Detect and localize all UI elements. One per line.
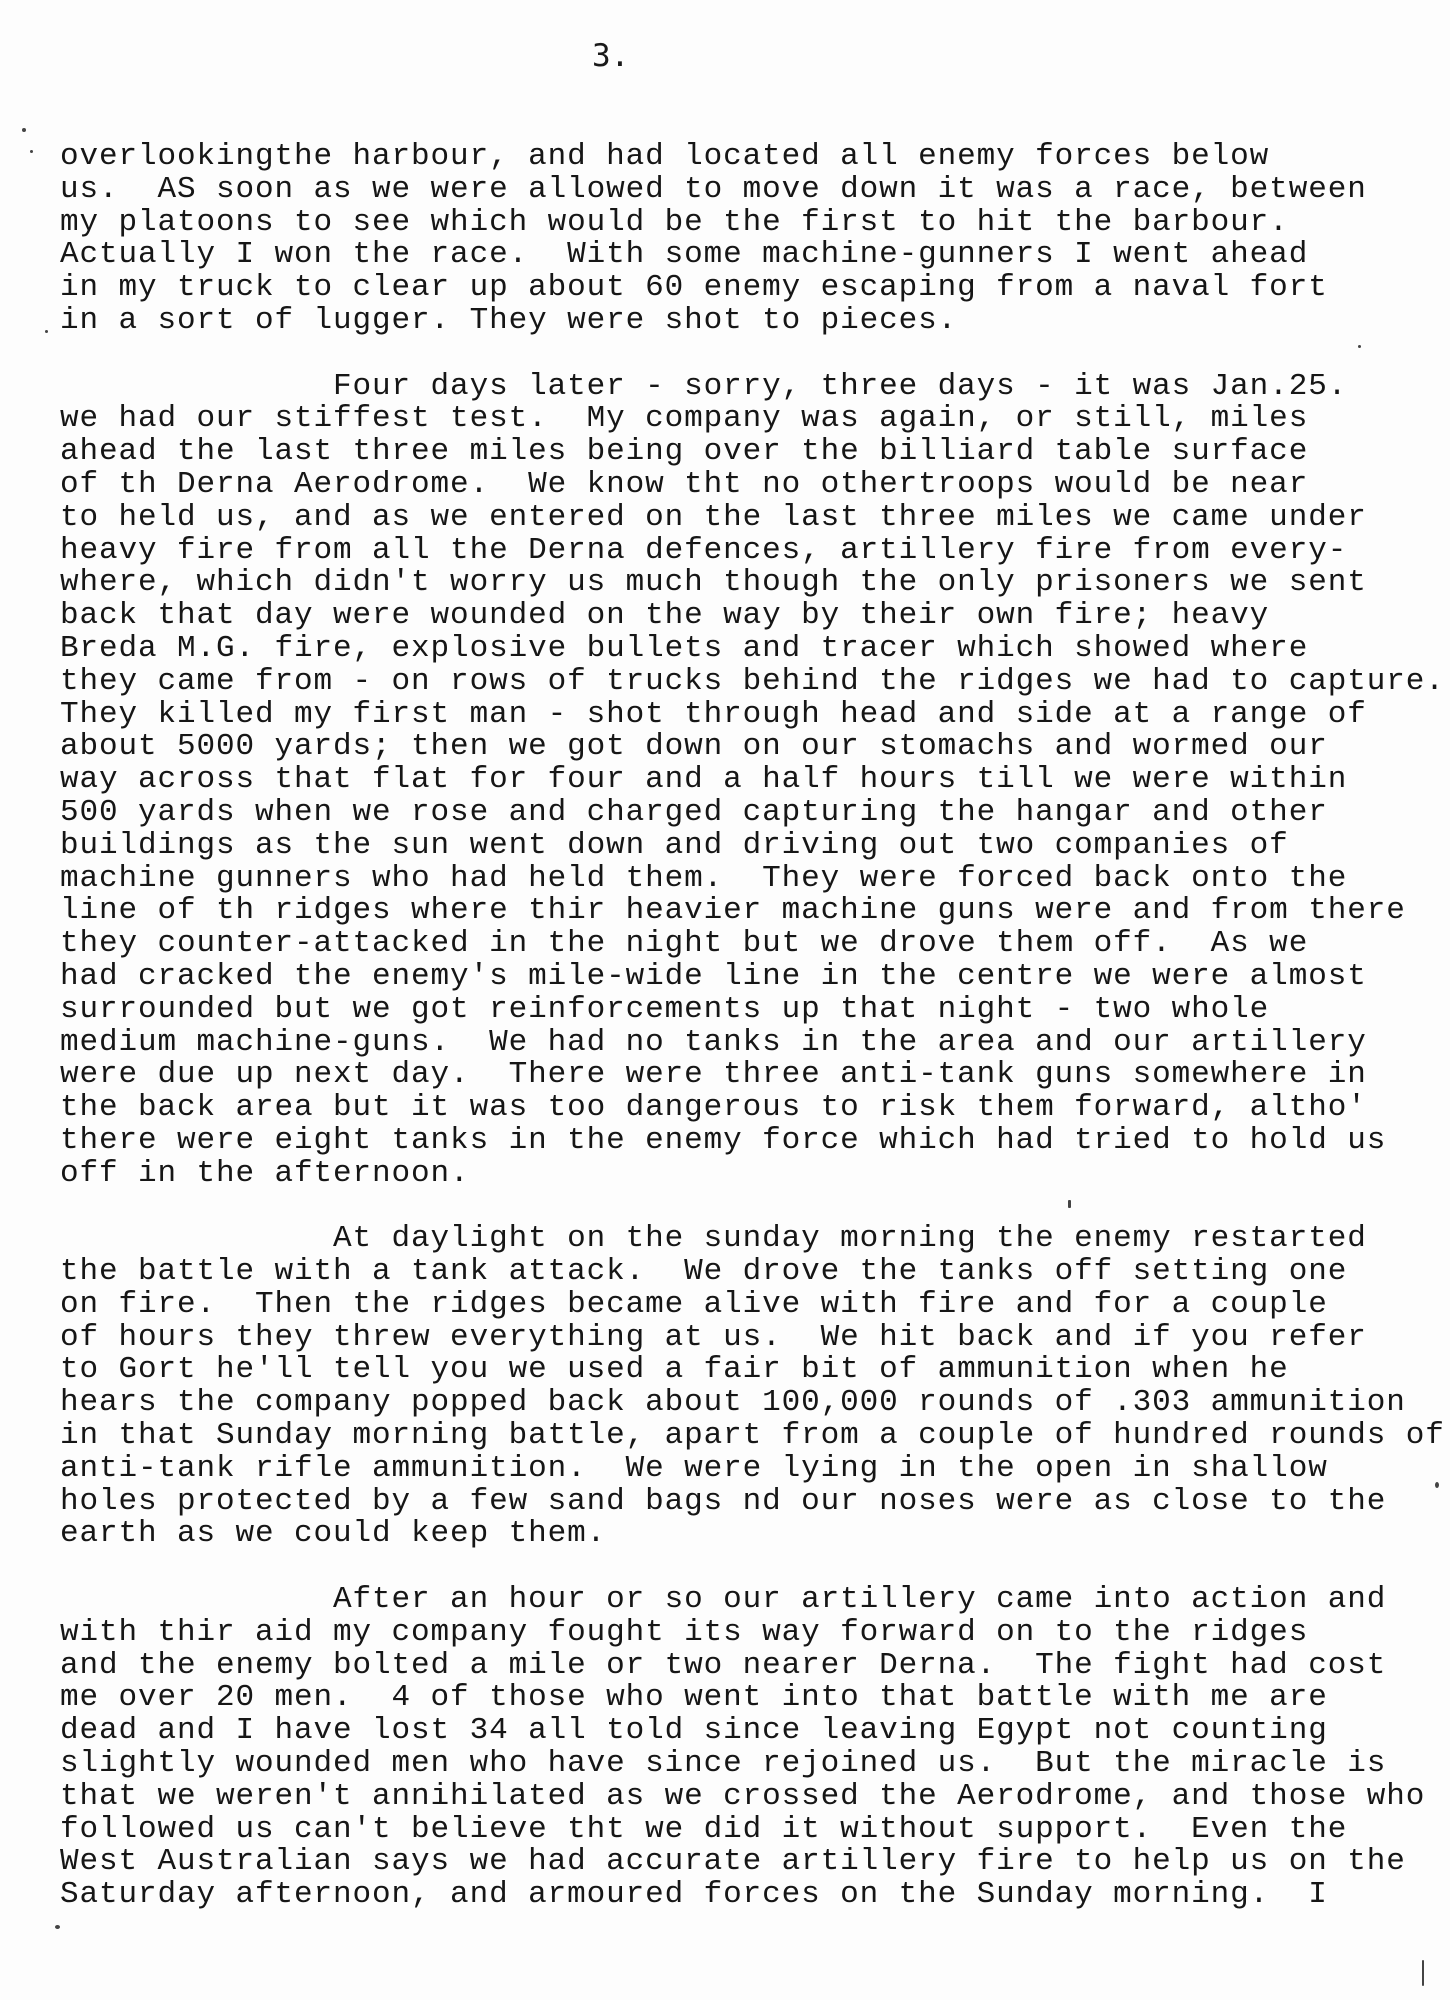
text-line: Four days later - sorry, three days - it was Jan.25. bbox=[60, 368, 1348, 404]
scan-speck bbox=[1422, 1960, 1424, 1986]
scan-speck bbox=[1358, 345, 1361, 348]
text-line: there were eight tanks in the enemy force which had tried to hold us bbox=[60, 1122, 1387, 1158]
text-line: Actually I won the race. With some machine-gunners I went ahead bbox=[60, 237, 1309, 273]
text-line: anti-tank rifle ammunition. We were lying in the open in shallow bbox=[60, 1450, 1328, 1486]
text-line: us. AS soon as we were allowed to move down it was a race, between bbox=[60, 171, 1367, 207]
text-line: followed us can't believe tht we did it without support. Even the bbox=[60, 1811, 1348, 1847]
text-line: Saturday afternoon, and armoured forces on the Sunday morning. I bbox=[60, 1877, 1328, 1913]
text-line: line of th ridges where thir heavier machine guns were and from there bbox=[60, 893, 1406, 929]
text-line: the back area but it was too dangerous to risk them forward, altho' bbox=[60, 1090, 1367, 1126]
text-line: 500 yards when we rose and charged capturing the hangar and other bbox=[60, 794, 1328, 830]
text-line: were due up next day. There were three anti-tank guns somewhere in bbox=[60, 1057, 1367, 1093]
scan-speck bbox=[22, 128, 26, 132]
text-line: surrounded but we got reinforcements up that night - two whole bbox=[60, 991, 1270, 1027]
text-line: earth as we could keep them. bbox=[60, 1516, 607, 1552]
text-line: had cracked the enemy's mile-wide line in the centre we were almost bbox=[60, 958, 1367, 994]
text-line: about 5000 yards; then we got down on our stomachs and wormed our bbox=[60, 729, 1328, 765]
text-line: off in the afternoon. bbox=[60, 1155, 470, 1191]
text-line: hears the company popped back about 100,000 rounds of .303 ammunition bbox=[60, 1385, 1406, 1421]
text-line: of th Derna Aerodrome. We know tht no othertroops would be near bbox=[60, 466, 1309, 502]
paragraph-1 bbox=[60, 141, 1440, 338]
text-line: At daylight on the sunday morning the enemy restarted bbox=[60, 1221, 1367, 1257]
scan-speck bbox=[1068, 1200, 1071, 1208]
paragraph-2 bbox=[60, 368, 1445, 1191]
scan-speck bbox=[45, 330, 48, 333]
text-line: overlookingthe harbour, and had located all enemy forces below bbox=[60, 139, 1270, 174]
text-line: in that Sunday morning battle, apart from a couple of hundred rounds of bbox=[60, 1418, 1445, 1454]
text-line: on fire. Then the ridges became alive with fire and for a couple bbox=[60, 1286, 1328, 1322]
text-line: back that day were wounded on the way by their own fire; heavy bbox=[60, 598, 1270, 634]
text-line: ahead the last three miles being over the billiard table surface bbox=[60, 434, 1309, 470]
text-line: buildings as the sun went down and driving out two companies of bbox=[60, 827, 1289, 863]
text-line: and the enemy bolted a mile or two nearer Derna. The fight had cost bbox=[60, 1647, 1387, 1683]
text-line: After an hour or so our artillery came into action and bbox=[60, 1582, 1387, 1618]
text-line: Breda M.G. fire, explosive bullets and tracer which showed where bbox=[60, 630, 1309, 666]
letter-body bbox=[60, 139, 1445, 1913]
text-line: slightly wounded men who have since rejoined us. But the miracle is bbox=[60, 1746, 1387, 1782]
scan-speck bbox=[30, 150, 33, 153]
text-line: in a sort of lugger. They were shot to pieces. bbox=[60, 302, 958, 338]
scan-speck bbox=[1435, 1482, 1439, 1488]
text-line: where, which didn't worry us much though the only prisoners we sent bbox=[60, 565, 1367, 601]
text-line: to Gort he'll tell you we used a fair bit of ammunition when he bbox=[60, 1352, 1289, 1388]
text-line: me over 20 men. 4 of those who went into that battle with me are bbox=[60, 1680, 1328, 1716]
text-line: we had our stiffest test. My company was again, or still, miles bbox=[60, 401, 1309, 437]
text-line: They killed my first man - shot through head and side at a range of bbox=[60, 696, 1367, 732]
page-number: 3. bbox=[592, 38, 630, 74]
text-line: medium machine-guns. We had no tanks in the area and our artillery bbox=[60, 1024, 1367, 1060]
text-line: machine gunners who had held them. They were forced back onto the bbox=[60, 860, 1348, 896]
paragraph-3 bbox=[60, 1221, 1445, 1552]
text-line: that we weren't annihilated as we crossed the Aerodrome, and those who bbox=[60, 1778, 1426, 1814]
text-line: West Australian says we had accurate artillery fire to help us on the bbox=[60, 1844, 1406, 1880]
text-line: the battle with a tank attack. We drove the tanks off setting one bbox=[60, 1254, 1348, 1290]
text-line: to held us, and as we entered on the last three miles we came under bbox=[60, 499, 1367, 535]
text-line: they came from - on rows of trucks behind the ridges we had to capture. bbox=[60, 663, 1445, 699]
text-line: of hours they threw everything at us. We hit back and if you refer bbox=[60, 1319, 1367, 1355]
text-line: way across that flat for four and a half hours till we were within bbox=[60, 762, 1348, 798]
text-line: in my truck to clear up about 60 enemy escaping from a naval fort bbox=[60, 270, 1328, 306]
text-line: they counter-attacked in the night but we drove them off. As we bbox=[60, 926, 1309, 962]
text-line: dead and I have lost 34 all told since leaving Egypt not counting bbox=[60, 1713, 1328, 1749]
text-line: my platoons to see which would be the first to hit the barbour. bbox=[60, 204, 1289, 240]
text-line: heavy fire from all the Derna defences, artillery fire from every- bbox=[60, 532, 1348, 568]
text-line: with thir aid my company fought its way forward on to the ridges bbox=[60, 1614, 1309, 1650]
paragraph-4 bbox=[60, 1584, 1440, 1912]
scan-speck bbox=[55, 1925, 60, 1929]
text-line: holes protected by a few sand bags nd our noses were as close to the bbox=[60, 1483, 1387, 1519]
